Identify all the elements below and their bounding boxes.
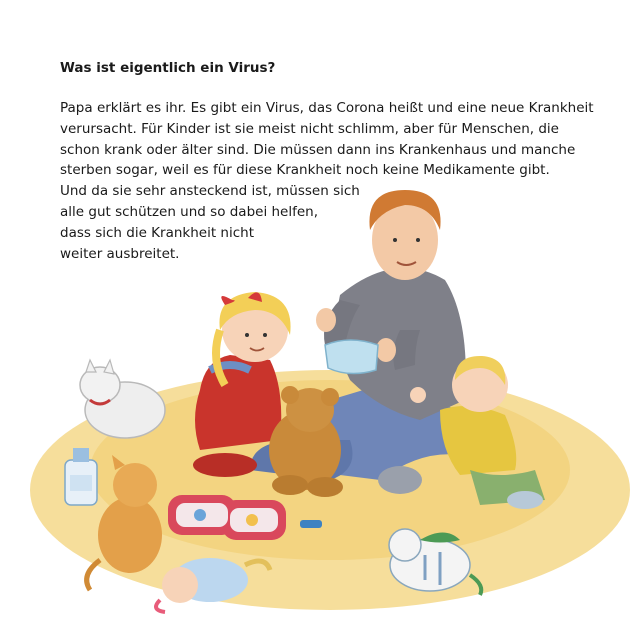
page-heading: Was ist eigentlich ein Virus?	[60, 60, 276, 76]
toy-cat	[80, 360, 165, 438]
paragraph-line: schon krank oder älter sind. Die müssen dann ins Krankenhaus und manche	[60, 141, 576, 158]
paragraph-line: weiter ausbreitet.	[60, 245, 180, 262]
paragraph-line: verursacht. Für Kinder ist sie meist nicht schlimm, aber für Menschen, die	[60, 120, 559, 137]
paragraph-line: alle gut schützen und so dabei helfen,	[60, 203, 319, 220]
face-mask	[325, 340, 378, 374]
paragraph-line: Papa erklärt es ihr. Es gibt ein Virus, das Corona heißt und eine neue Krankheit	[60, 100, 594, 116]
father-sock	[378, 466, 422, 494]
paragraph-line: sterben sogar, weil es für diese Krankheit noch keine Medikamente gibt.	[60, 162, 550, 179]
paragraph-line: Und da sie sehr ansteckend ist, müssen sich	[60, 183, 360, 200]
paragraph-line: dass sich die Krankheit nicht	[60, 224, 254, 241]
